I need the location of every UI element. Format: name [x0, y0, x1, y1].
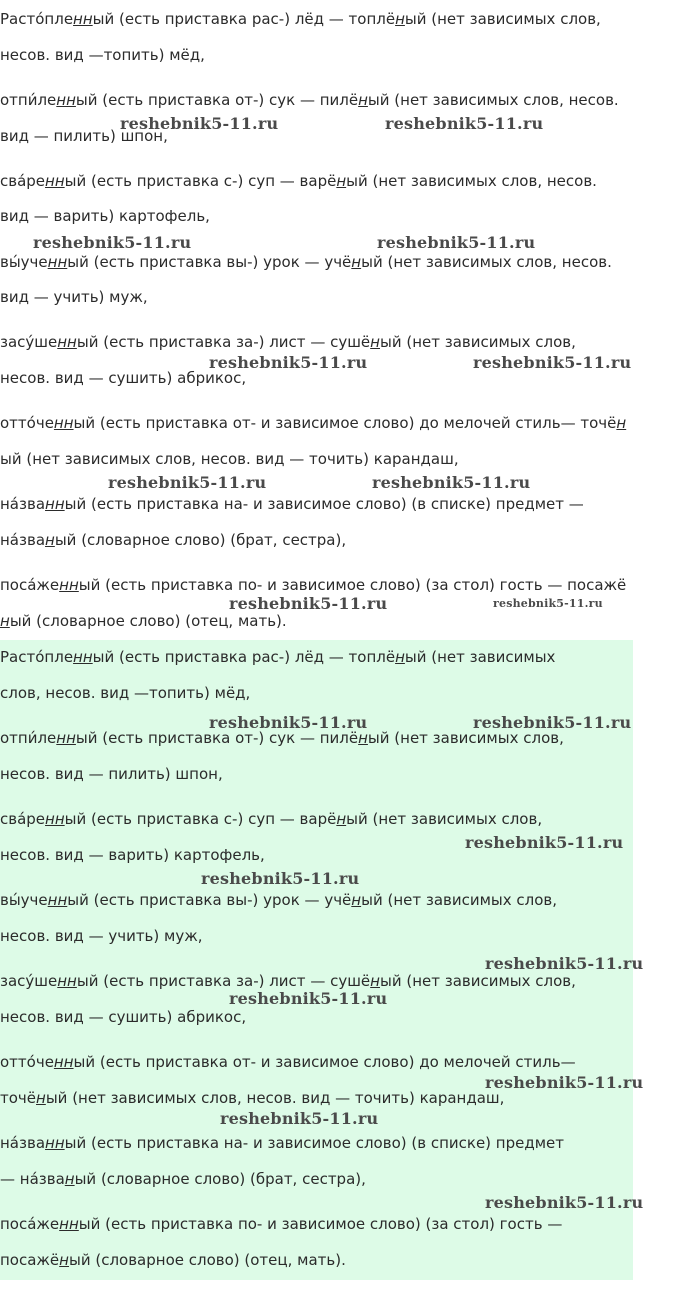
line: несов. вид — сушить) абрикос,	[0, 1008, 247, 1026]
line: поса́женный (есть приставка по- и зависимое слово) (за стол) гость —	[0, 1215, 563, 1233]
line: точёный (нет зависимых слов, несов. вид — точить) карандаш,	[0, 1089, 505, 1107]
watermark: reshebnik5-11.ru	[493, 597, 603, 610]
watermark: reshebnik5-11.ru	[209, 353, 368, 372]
line: несов. вид — сушить) абрикос,	[0, 369, 247, 387]
line: вид — учить) муж,	[0, 288, 148, 306]
line: засу́шенный (есть приставка за-) лист — сушёный (нет зависимых слов,	[0, 972, 576, 990]
watermark: reshebnik5-11.ru	[385, 114, 544, 133]
watermark: reshebnik5-11.ru	[465, 833, 624, 852]
watermark: reshebnik5-11.ru	[108, 473, 267, 492]
line: отто́ченный (есть приставка от- и зависимое слово) до мелочей стиль— точён	[0, 414, 627, 432]
line: несов. вид — варить) картофель,	[0, 846, 265, 864]
watermark: reshebnik5-11.ru	[377, 233, 536, 252]
line: отпи́ленный (есть приставка от-) сук — пилёный (нет зависимых слов, несов.	[0, 91, 619, 109]
line: посажёный (словарное слово) (отец, мать).	[0, 1251, 346, 1269]
watermark: reshebnik5-11.ru	[229, 989, 388, 1008]
line: на́званный (есть приставка на- и зависимое слово) (в списке) предмет	[0, 1134, 565, 1152]
watermark: reshebnik5-11.ru	[473, 353, 632, 372]
line: на́званный (есть приставка на- и зависимое слово) (в списке) предмет —	[0, 495, 584, 513]
line: — на́званый (словарное слово) (брат, сестра),	[0, 1170, 366, 1188]
line: сва́ренный (есть приставка с-) суп — варёный (нет зависимых слов,	[0, 810, 543, 828]
line: несов. вид — пилить) шпон,	[0, 765, 223, 783]
watermark: reshebnik5-11.ru	[120, 114, 279, 133]
watermark: reshebnik5-11.ru	[209, 713, 368, 732]
line: сва́ренный (есть приставка с-) суп — варёный (нет зависимых слов, несов.	[0, 172, 597, 190]
line: ный (словарное слово) (отец, мать).	[0, 612, 287, 630]
watermark: reshebnik5-11.ru	[372, 473, 531, 492]
watermark: reshebnik5-11.ru	[229, 594, 388, 613]
line: несов. вид —топить) мёд,	[0, 46, 205, 64]
line: несов. вид — учить) муж,	[0, 927, 203, 945]
watermark: reshebnik5-11.ru	[473, 713, 632, 732]
line: поса́женный (есть приставка по- и зависимое слово) (за стол) гость — посажё	[0, 576, 627, 594]
line: отто́ченный (есть приставка от- и зависимое слово) до мелочей стиль—	[0, 1053, 576, 1071]
watermark: reshebnik5-11.ru	[201, 869, 360, 888]
line: на́званый (словарное слово) (брат, сестра),	[0, 531, 347, 549]
watermark: reshebnik5-11.ru	[485, 1193, 644, 1212]
line: вы́ученный (есть приставка вы-) урок — учёный (нет зависимых слов,	[0, 891, 558, 909]
line: засу́шенный (есть приставка за-) лист — сушёный (нет зависимых слов,	[0, 333, 576, 351]
line: отпи́ленный (есть приставка от-) сук — пилёный (нет зависимых слов,	[0, 729, 564, 747]
line: Расто́пленный (есть приставка рас-) лёд — топлёный (нет зависимых	[0, 648, 556, 666]
line: слов, несов. вид —топить) мёд,	[0, 684, 251, 702]
line: вид — варить) картофель,	[0, 207, 210, 225]
watermark: reshebnik5-11.ru	[485, 954, 644, 973]
watermark: reshebnik5-11.ru	[485, 1073, 644, 1092]
watermark: reshebnik5-11.ru	[33, 233, 192, 252]
line: ый (нет зависимых слов, несов. вид — точить) карандаш,	[0, 450, 459, 468]
line: Расто́пленный (есть приставка рас-) лёд — топлёный (нет зависимых слов,	[0, 10, 601, 28]
line: вы́ученный (есть приставка вы-) урок — учёный (нет зависимых слов, несов.	[0, 253, 612, 271]
watermark: reshebnik5-11.ru	[220, 1109, 379, 1128]
line: вид — пилить) шпон,	[0, 127, 168, 145]
